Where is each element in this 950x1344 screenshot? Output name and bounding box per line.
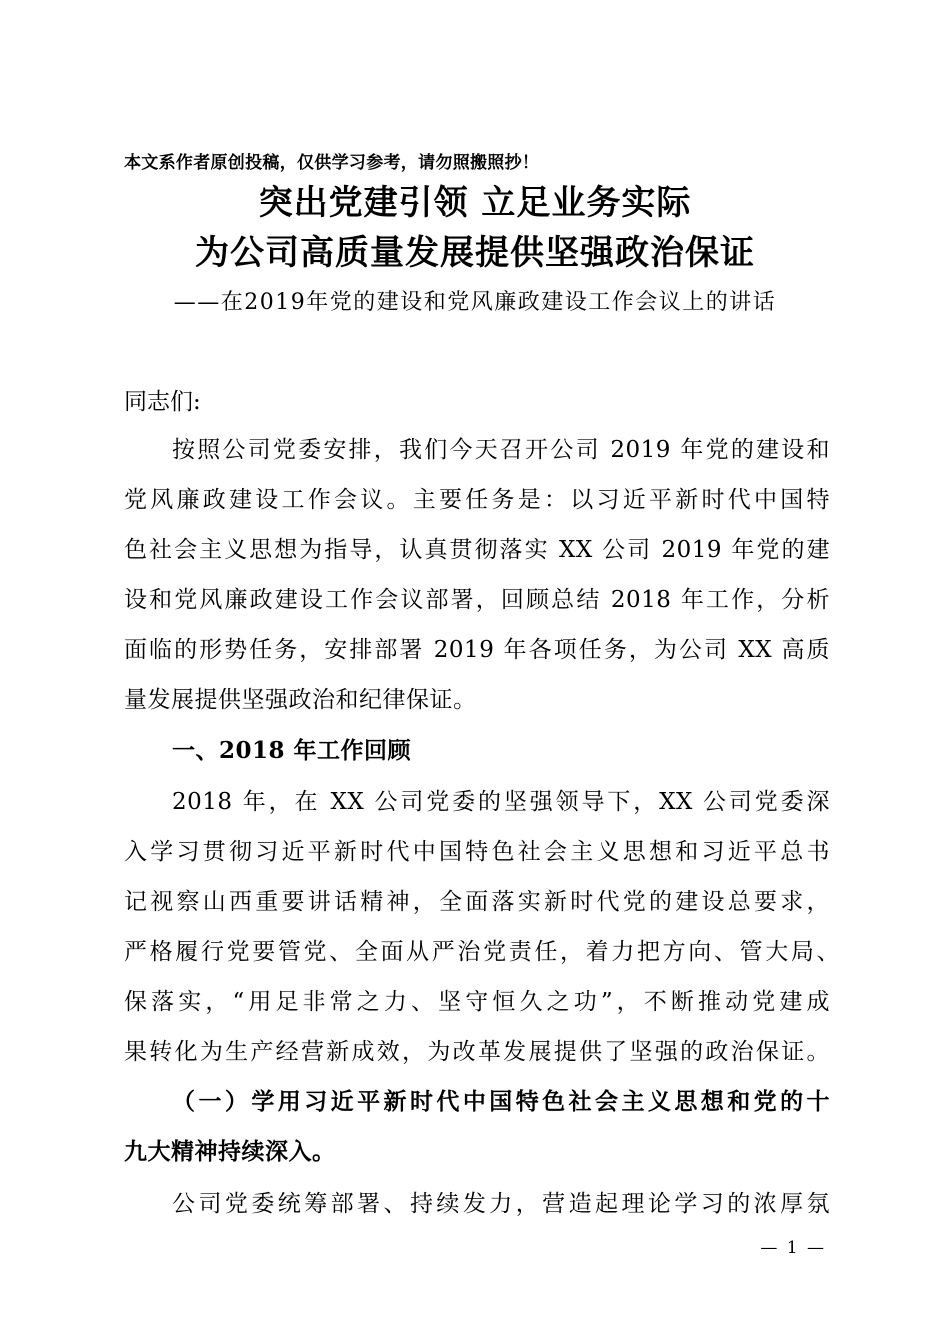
paragraph-2-line: 2018 年，在 XX 公司党委的坚强领导下，XX 公司党委深	[172, 789, 830, 815]
paragraph-1-line: 色社会主义思想为指导，认真贯彻落实 XX 公司 2019 年党的建	[124, 537, 830, 563]
paragraph-1-line: 面临的形势任务，安排部署 2019 年各项任务，为公司 XX 高质	[124, 637, 830, 663]
subsection-heading: （一）学用习近平新时代中国特色社会主义思想和党的十	[172, 1088, 830, 1115]
paragraph-2-line: 入学习贯彻习近平新时代中国特色社会主义思想和习近平总书	[124, 839, 830, 865]
paragraph-1-line: 按照公司党委安排，我们今天召开公司 2019 年党的建设和	[172, 437, 830, 463]
paragraph-3-line: 公司党委统筹部署、持续发力，营造起理论学习的浓厚氛	[172, 1191, 830, 1217]
paragraph-2-line: 保落实，“用足非常之力、坚守恒久之功”，不断推动党建成	[124, 989, 830, 1015]
title-line-2: 为公司高质量发展提供坚强政治保证	[195, 233, 755, 273]
paragraph-2-line: 果转化为生产经营新成效，为改革发展提供了坚强的政治保证。	[124, 1039, 830, 1065]
title-line-1: 突出党建引领 立足业务实际	[258, 183, 692, 223]
paragraph-2-line: 记视察山西重要讲话精神，全面落实新时代党的建设总要求，	[124, 889, 830, 915]
copyright-notice: 本文系作者原创投稿，仅供学习参考，请勿照搬照抄！	[124, 153, 540, 173]
salutation: 同志们:	[124, 389, 201, 415]
subsection-heading: 九大精神持续深入。	[124, 1138, 336, 1165]
page-number: — 1 —	[760, 1238, 826, 1258]
subtitle: ——在2019年党的建设和党风廉政建设工作会议上的讲话	[173, 290, 777, 315]
paragraph-1-line: 量发展提供坚强政治和纪律保证。	[124, 687, 477, 713]
section-heading: 一、2018 年工作回顾	[172, 737, 412, 764]
paragraph-2-line: 严格履行党要管党、全面从严治党责任，着力把方向、管大局、	[124, 939, 840, 965]
paragraph-1-line: 党风廉政建设工作会议。主要任务是：以习近平新时代中国特	[124, 487, 830, 513]
paragraph-1-line: 设和党风廉政建设工作会议部署，回顾总结 2018 年工作，分析	[124, 587, 830, 613]
